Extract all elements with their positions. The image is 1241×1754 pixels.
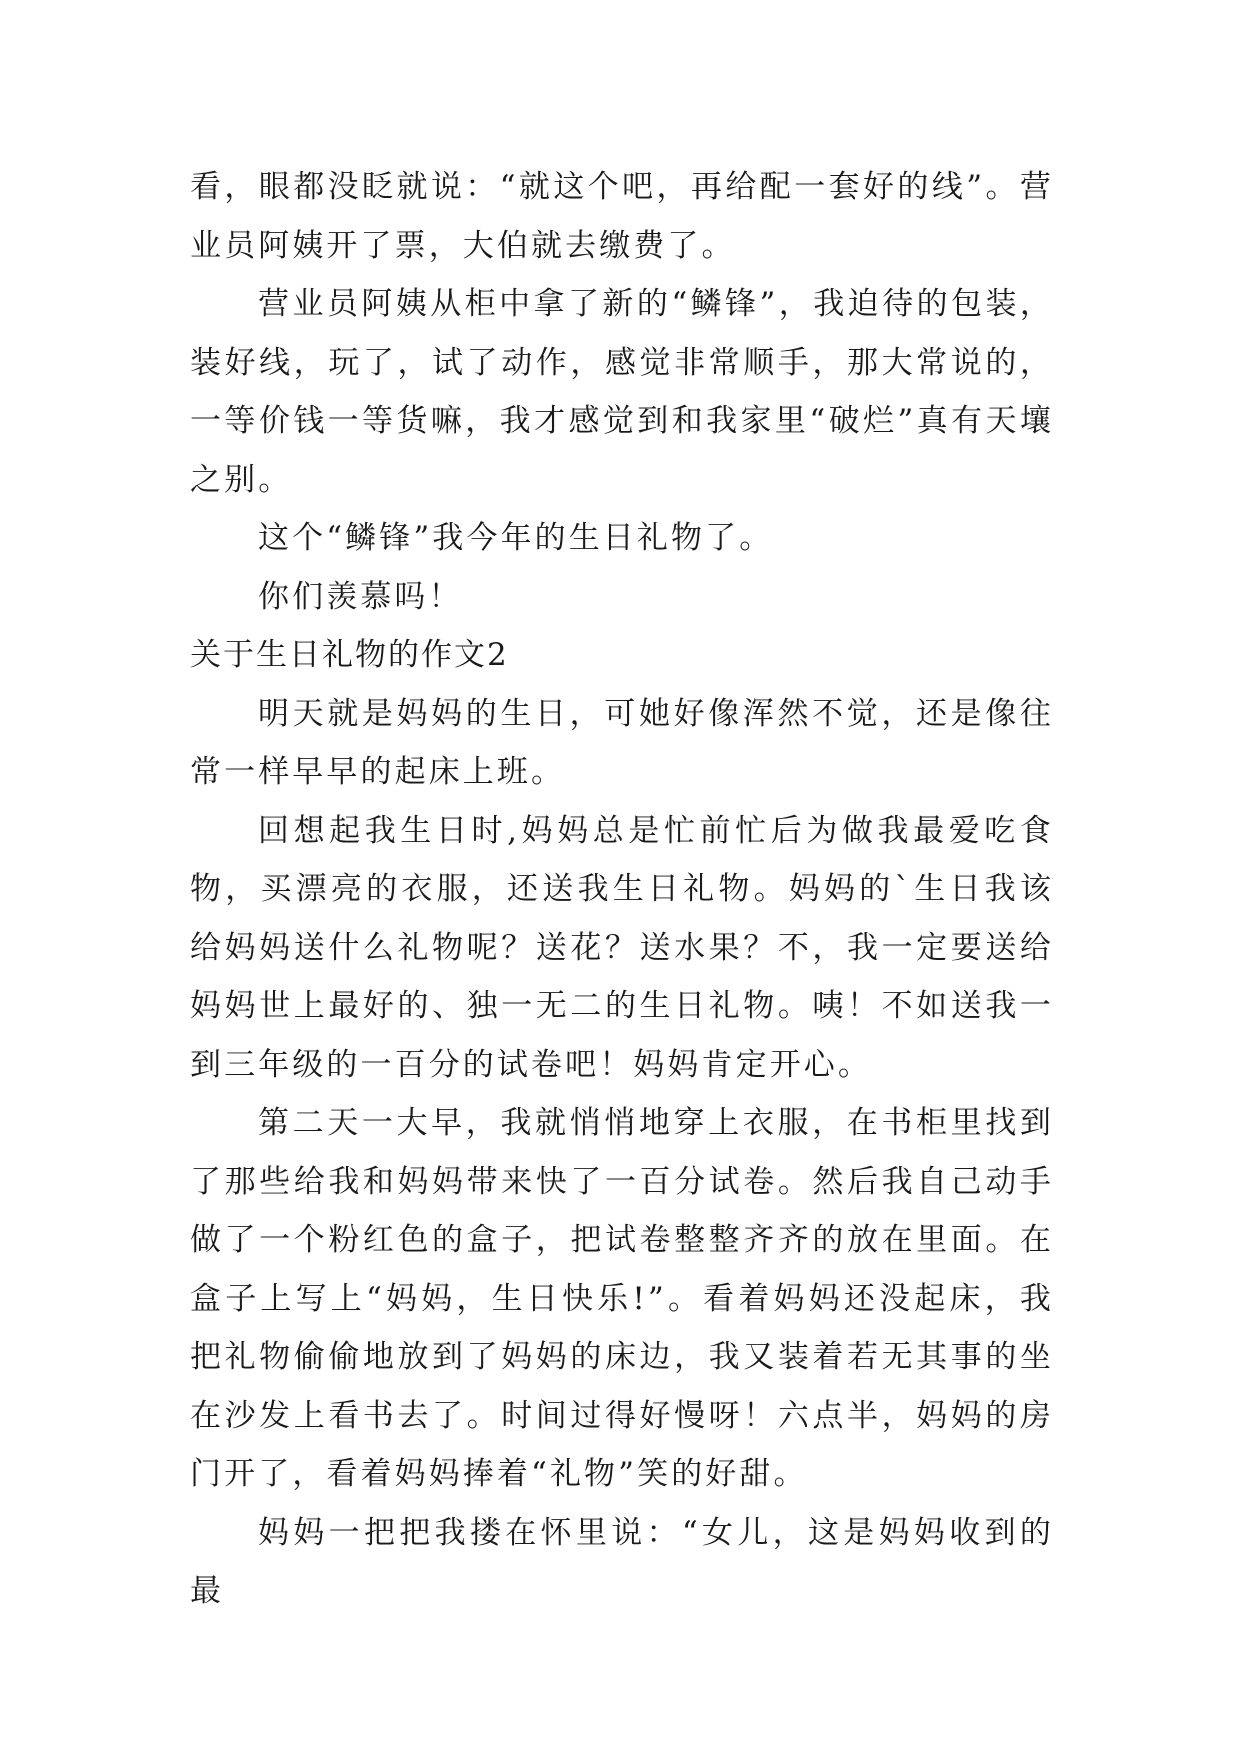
paragraph: 妈妈一把把我搂在怀里说：“女儿，这是妈妈收到的最 [190, 1514, 1054, 1609]
paragraph: 第二天一大早，我就悄悄地穿上衣服，在书柜里找到了那些给我和妈妈带来快了一百分试卷。然后我自己动手做了一个粉红色的盒子，把试卷整整齐齐的放在里面。在盒子上写上“妈妈，生日快乐!”。看着妈妈还没起床，我把礼物偷偷地放到了妈妈的床边，我又装着若无其事的坐在沙发上看书去了。时间过得好慢呀！六点半，妈妈的房门开了，看着妈妈捧着“礼物”笑的好甜。 [190, 1105, 1054, 1492]
document-body [190, 158, 1054, 1621]
paragraph: 营业员阿姨从柜中拿了新的“鳞锋”，我迫待的包装，装好线，玩了，试了动作，感觉非常顺手，那大常说的，一等价钱一等货嘛，我才感觉到和我家里“破烂”真有天壤之别。 [190, 286, 1054, 498]
section-heading: 关于生日礼物的作文2 [190, 637, 509, 673]
paragraph: 回想起我生日时,妈妈总是忙前忙后为做我最爱吃食物，买漂亮的衣服，还送我生日礼物。妈妈的`生日我该给妈妈送什么礼物呢？送花？送水果？不，我一定要送给妈妈世上最好的、独一无二的生日礼物。咦！不如送我一到三年级的一百分的试卷吧！妈妈肯定开心。 [190, 812, 1054, 1083]
paragraph: 明天就是妈妈的生日，可她好像浑然不觉，还是像往常一样早早的起床上班。 [190, 695, 1054, 790]
paragraph: 你们羡慕吗！ [258, 578, 463, 615]
paragraph-continued: 看，眼都没眨就说：“就这个吧，再给配一套好的线”。营业员阿姨开了票，大伯就去缴费了。 [190, 169, 1054, 264]
paragraph: 这个“鳞锋”我今年的生日礼物了。 [258, 520, 774, 556]
